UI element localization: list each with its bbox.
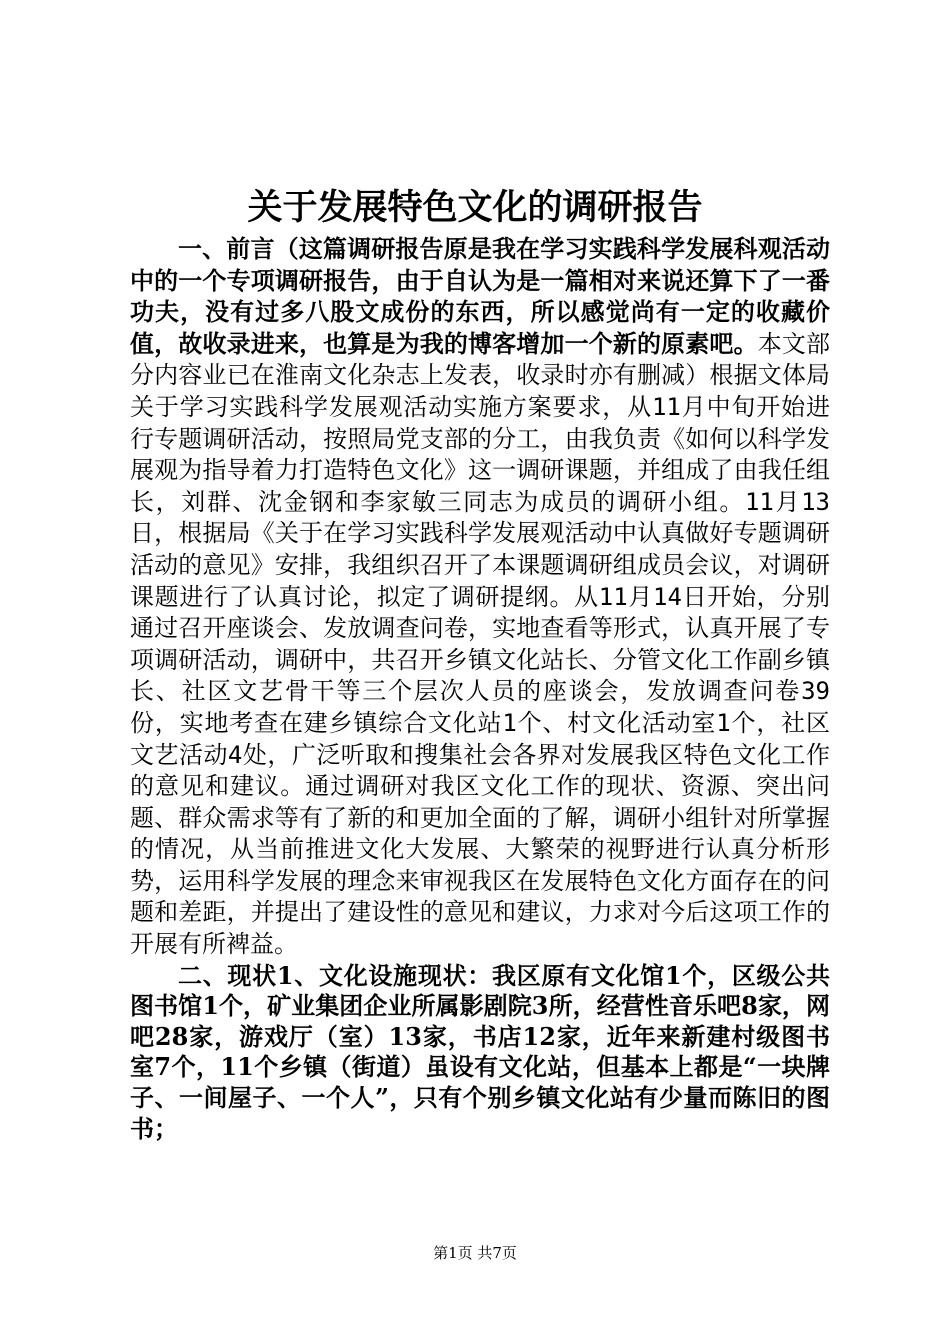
preface-lead-text: 一、前言（这篇调研报告原是我在学习实践科学发展科观活动中的一个专项调研报告，由于自认为是一篇相对来说还算下了一番功夫，没有过多八股文成份的东西，所以感觉尚有一定的收藏价值，故收录进来，也算是为我的博客增加一个新的原素吧。 bbox=[130, 234, 830, 358]
preface-body-text: 本文部分内容业已在淮南文化杂志上发表，收录时亦有删减）根据文体局关于学习实践科学发展观活动实施方案要求，从11月中旬开始进行专题调研活动，按照局党支部的分工，由我负责《如何以科学发展观为指导着力打造特色文化》这一调研课题，并组成了由我任组长，刘群、沈金钢和李家敏三同志为成员的调研小组。11月13日，根据局《关于在学习实践科学发展观活动中认真做好专题调研活动的意见》安排，我组织召开了本课题调研组成员会议，对调研课题进行了认真讨论，拟定了调研提纲。从11月14日开始，分别通过召开座谈会、发放调查问卷，实地查看等形式，认真开展了专项调研活动，调研中，共召开乡镇文化站长、分管文化工作副乡镇长、社区文艺骨干等三个层次人员的座谈会，发放调查问卷39份，实地考查在建乡镇综合文化站1个、村文化活动室1个，社区文艺活动4处，广泛听取和搜集社会各界对发展我区特色文化工作的意见和建议。通过调研对我区文化工作的现状、资源、突出问题、群众需求等有了新的和更加全面的了解，调研小组针对所掌握的情况，从当前推进文化大发展、大繁荣的视野进行认真分析形势，运用科学发展的理念来审视我区在发展特色文化方面存在的问题和差距，并提出了建设性的意见和建议，力求对今后这项工作的开展有所裨益。 bbox=[130, 329, 831, 959]
paragraph-preface bbox=[130, 234, 830, 961]
status-text: 二、现状1、文化设施现状：我区原有文化馆1个，区级公共图书馆1个，矿业集团企业所属影剧院3所，经营性音乐吧8家，网吧28家，游戏厅（室）13家，书店12家，近年来新建村级图书室7个，11个乡镇（街道）虽设有文化站，但基本上都是“一块牌子、一间屋子、一个人”，只有个别乡镇文化站有少量而陈旧的图书； bbox=[130, 960, 830, 1143]
paragraph-status bbox=[130, 961, 830, 1145]
document-title: 关于发展特色文化的调研报告 bbox=[247, 187, 703, 228]
page-footer: 第1页 共7页 bbox=[433, 1244, 517, 1262]
document-body bbox=[130, 234, 830, 1144]
